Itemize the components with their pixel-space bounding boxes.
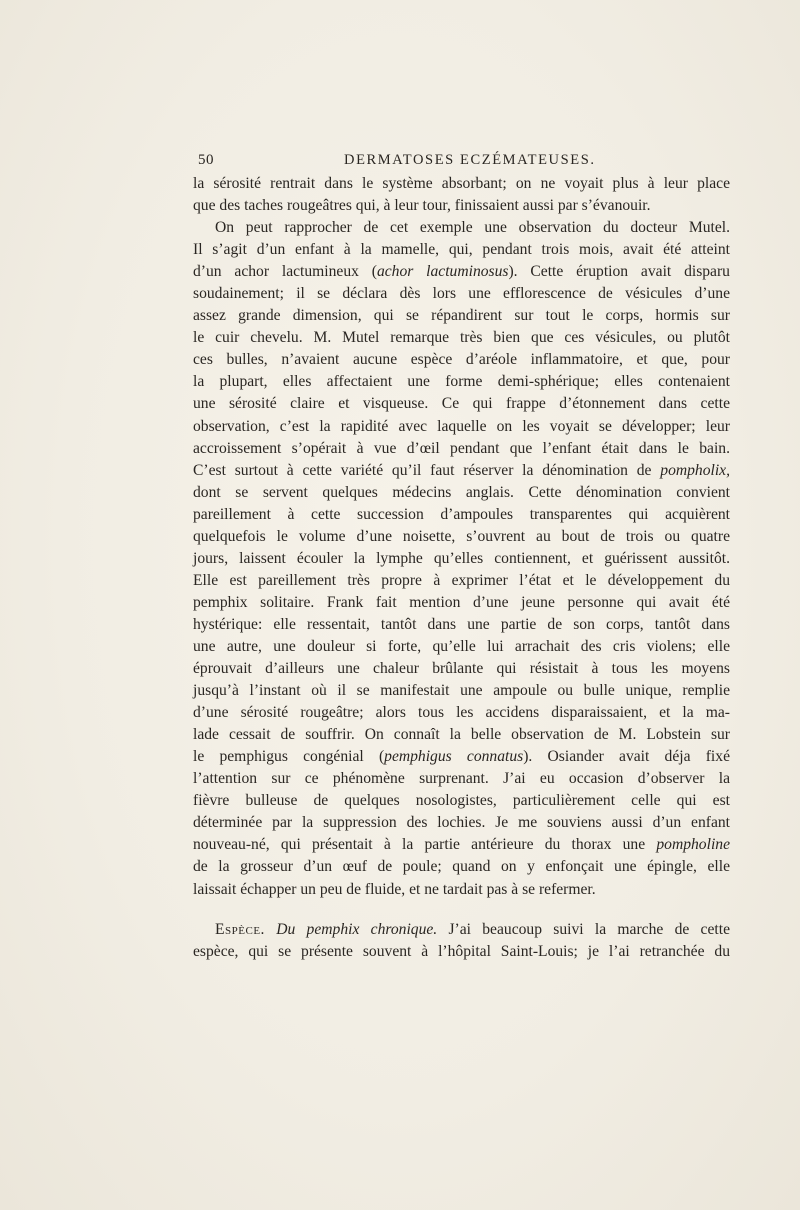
italic-term: Du pemphix chronique. [276,920,438,938]
text-line [193,195,730,217]
line-text: Elle est pareillement très propre à exprimer l’état et le développement du [193,571,730,589]
text-line [193,636,730,658]
text-line [193,879,730,901]
text-line [193,724,730,746]
italic-term: pemphigus connatus [384,748,524,766]
text-line [193,768,730,790]
text-line [193,856,730,878]
line-text: quelquefois le volume d’une noisette, s’ouvrent au bout de trois ou quatre [193,527,730,545]
text-line [193,173,730,195]
line-text: lade cessait de souffrir. On connaît la belle observation de M. Lobstein sur [193,726,730,744]
line-text: jusqu’à l’instant où il se manifestait une ampoule ou bulle unique, remplie [193,682,730,700]
text-line [193,393,730,415]
line-text: ces bulles, n’avaient aucune espèce d’aréole inflammatoire, et que, pour [193,351,730,369]
text-line [193,614,730,636]
line-text: observation, c’est la rapidité avec laquelle on les voyait se développer; leur [193,417,730,435]
line-text: le cuir chevelu. M. Mutel remarque très bien que ces vésicules, ou plutôt [193,329,730,347]
text-line [193,702,730,724]
line-text: soudainement; il se déclara dès lors une efflorescence de vésicules d’une [193,285,730,303]
line-text: espèce, qui se présente souvent à l’hôpital Saint-Louis; je l’ai retranchée du [193,942,730,960]
line-text: laissait échapper un peu de fluide, et ne tardait pas à se refermer. [193,880,596,898]
text-line [193,460,730,482]
text-line [193,592,730,614]
text-line [193,680,730,702]
text-line [193,438,730,460]
line-text: jours, laissent écouler la lymphe qu’elles contiennent, et guérissent aussitôt. [193,549,730,567]
line-text: éprouvait d’ailleurs une chaleur brûlante qui résistait à tous les moyens [193,660,730,678]
text-line [193,305,730,327]
text-line [193,834,730,856]
line-text: ). Osiander avait déja fixé [523,748,730,766]
line-text: de la grosseur d’un œuf de poule; quand on y enfonçait une épingle, elle [193,858,730,876]
line-text: une sérosité claire et visqueuse. Ce qui frappe d’étonnement dans cette [193,395,730,413]
text-line [193,482,730,504]
text-line [193,746,730,768]
text-line [193,261,730,283]
line-text: fièvre bulleuse de quelques nosologistes, particulièrement celle qui est [193,792,730,810]
line-text: dont se servent quelques médecins anglais. Cette dénomination convient [193,483,730,501]
text-line [193,526,730,548]
text-line [193,371,730,393]
page-number: 50 [198,152,214,168]
line-text: d’une sérosité rougeâtre; alors tous les accidens disparaissaient, et la ma- [193,704,730,722]
line-text: la sérosité rentrait dans le système absorbant; on ne voyait plus à leur place [193,175,730,192]
line-text: Il s’agit d’un enfant à la mamelle, qui, pendant trois mois, avait été atteint [193,241,730,259]
line-text [265,921,276,938]
line-text: pareillement à cette succession d’ampoules transparentes qui acquièrent [193,505,730,523]
text-line [193,790,730,812]
text-line [193,239,730,261]
text-line [193,658,730,680]
line-text: une autre, une douleur si forte, qu’elle lui arrachait des cris violens; elle [193,637,730,655]
line-text: le pemphigus congénial ( [193,748,385,766]
line-text: C’est surtout à cette variété qu’il faut réserver la dénomination de [193,461,661,479]
line-text: d’un achor lactumineux ( [193,263,377,281]
line-text: déterminée par la suppression des lochies. Je me souviens aussi d’un enfant [193,814,730,832]
text-line [193,504,730,526]
line-text: J’ai beaucoup suivi la marche de cette [437,920,730,938]
text-line [193,548,730,570]
text-line [193,283,730,305]
text-line [193,941,730,963]
line-text: pemphix solitaire. Frank fait mention d’une jeune personne qui avait été [193,593,730,611]
line-text: ). Cette éruption avait disparu [508,263,730,281]
italic-term: pompholix, [660,461,730,479]
text-line [193,217,730,239]
text-line [193,327,730,349]
text-line [193,349,730,371]
line-text: la plupart, elles affectaient une forme demi-sphérique; elles contenaient [193,373,730,391]
line-text: l’attention sur ce phénomène surprenant. J’ai eu occasion d’observer la [193,770,730,788]
body-text [193,173,730,963]
text-line [193,570,730,592]
line-text: On peut rapprocher de cet exemple une observation du docteur Mutel. [215,219,730,237]
text-line [193,416,730,438]
line-text: que des taches rougeâtres qui, à leur tour, finissaient aussi par s’évanouir. [193,197,651,215]
paragraph-gap [193,901,730,919]
text-line [193,812,730,834]
line-text: hystérique: elle ressentait, tantôt dans une partie de son corps, tantôt dans [193,615,730,633]
italic-term: pompholine [656,836,730,854]
section-label: Espèce. [215,920,265,938]
text-line [193,919,730,941]
line-text: accroissement s’opérait à vue d’œil pendant que l’enfant était dans le bain. [193,439,730,457]
line-text: nouveau-né, qui présentait à la partie antérieure du thorax une [193,836,657,854]
italic-term: achor lactuminosus [376,263,509,281]
line-text: assez grande dimension, qui se répandirent sur tout le corps, hormis sur [193,307,730,325]
running-title: DERMATOSES ECZÉMATEUSES. [344,152,596,168]
